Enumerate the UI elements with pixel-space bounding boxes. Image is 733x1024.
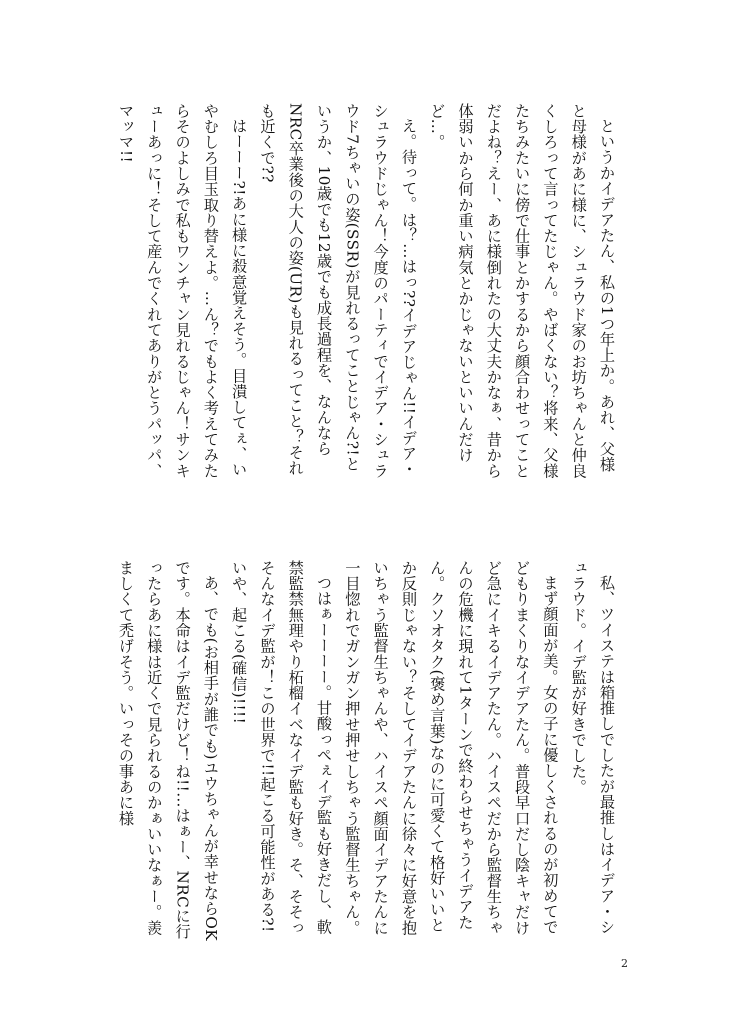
paragraph-bottom-1: 私、ツイステは箱推しでしたが最推しはイデア・シュラウド。イデ監が好きでした。 <box>569 560 616 936</box>
text-block-bottom <box>116 560 621 942</box>
page-number: 2 <box>621 957 628 970</box>
text-block-top <box>116 103 621 485</box>
paragraph-bottom-4: あ、でも(お相手が誰でも)ユウちゃんが幸せならOKです。本命はイデ監だけど！ね!!…はぁー、NRCに行ったらあに様は近くで見られるのかぁいいなぁー。羨ましくて禿げそう。いっその事あに様 <box>116 560 220 942</box>
paragraph-top-2: え。待って。は？…はっ??イデアじゃん!!イデア・シュラウドじゃん！今度のパーティでイデア・シュラウド7ちゃいの姿(SSR)が見れるってことじゃん?!というか、10歳でも12歳でも成長過程を、なんならNRC卒業後の大人の姿(UR)も見れるってこと？それも近くで?? <box>258 103 418 479</box>
paragraph-bottom-3: つはぁーーーー。甘酸っぺぇイデ監も好きだし、軟禁監禁無理やり柘榴イベなイデ監も好き。そ、そそっそんなイデ監が！この世界で!!起こる可能性がある?!いや、起こる(確信)!!!! <box>230 560 334 936</box>
paragraph-bottom-2: まず顔面が美。女の子に優しくされるのが初めてでどもりまくりなイデアたん。普段早口だし陰キャだけど急にイキるイデアたん。ハイスペだから監督生ちゃんの危機に現れて1ターンで終わらせちゃうイデアたん。クソオタク(褒め言葉)なのに可愛くて格好いいとか反則じゃない？そしてイデアたんに徐々に好意を抱いちゃう監督生ちゃんや、ハイスペ顔面イデアたんに一目惚れでガンガン押せ押せしちゃう監督生ちゃん。 <box>343 560 560 936</box>
paragraph-top-1: というかイデアたん、私の1つ年上か。あれ、父様と母様があに様に、シュラウド家のお坊ちゃんと仲良くしろって言ってたじゃん。やばくない？将来、父様たちみたいに傍で仕事とかするから顔合わせってことだよね？えー、あに様倒れたの大丈夫かなぁ、昔から体弱いから何か重い病気とかじゃないといいんだけど…。 <box>428 103 616 479</box>
paragraph-top-3: はーーー?!あに様に殺意覚えそう。目潰してぇ、いやむしろ目玉取り替えよ。…ん？でもよく考えてみたらそのよしみで私もワンチャン見れるじゃん！サンキューあっに！そして産んでくれてありがとうパッパ、マッマ!! <box>116 103 249 479</box>
